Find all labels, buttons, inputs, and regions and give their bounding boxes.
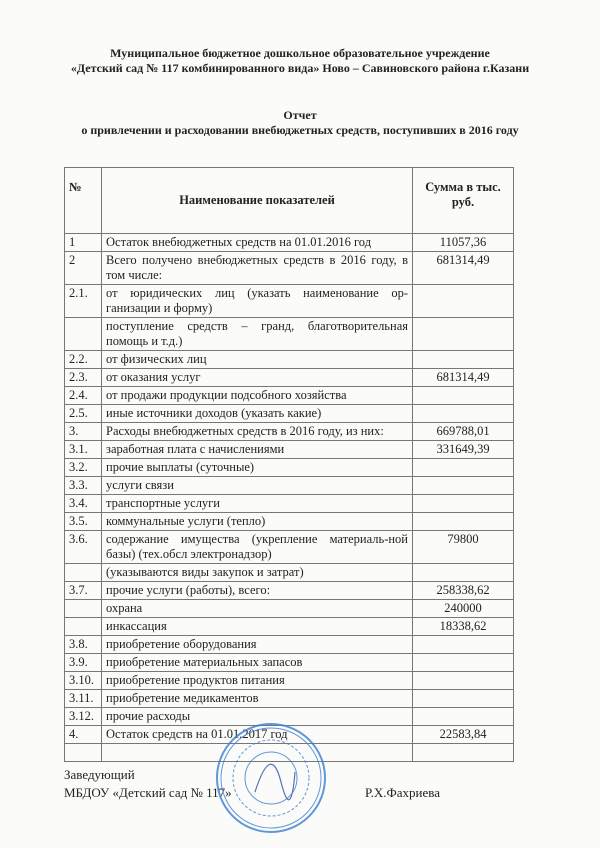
row-number: [65, 618, 102, 636]
row-sum: [413, 654, 514, 672]
row-name: от оказания услуг: [102, 369, 413, 387]
row-sum: [413, 672, 514, 690]
table-row: [65, 387, 514, 405]
report-title: Отчет: [283, 108, 317, 122]
table-row: [65, 690, 514, 708]
org-name-line1: Муниципальное бюджетное дошкольное образовательное учреждение: [110, 46, 490, 60]
row-sum: [413, 636, 514, 654]
row-name: прочие услуги (работы), всего:: [102, 582, 413, 600]
row-number: [65, 564, 102, 582]
row-sum: [413, 318, 514, 351]
row-number: 2.1.: [65, 285, 102, 318]
row-sum: 11057,36: [413, 234, 514, 252]
table-row: [65, 459, 514, 477]
row-sum: 669788,01: [413, 423, 514, 441]
row-name: иные источники доходов (указать какие): [102, 405, 413, 423]
table-row: [65, 252, 514, 285]
row-number: 2.4.: [65, 387, 102, 405]
table-row: [65, 618, 514, 636]
row-name: от юридических лиц (указать наименование ор-ганизации и форму): [102, 285, 413, 318]
table-row: [65, 600, 514, 618]
table-row: [65, 513, 514, 531]
row-name: Остаток внебюджетных средств на 01.01.2016 год: [102, 234, 413, 252]
table-row: [65, 318, 514, 351]
row-name: заработная плата с начислениями: [102, 441, 413, 459]
row-name: прочие расходы: [102, 708, 413, 726]
report-subtitle: о привлечении и расходовании внебюджетных средств, поступивших в 2016 году: [81, 123, 519, 137]
signatory-name: Р.Х.Фахриева: [365, 785, 440, 800]
signatory-org: МБДОУ «Детский сад № 117»: [64, 785, 232, 800]
column-header-name: Наименование показателей: [102, 168, 413, 234]
table-row: [65, 423, 514, 441]
row-sum: [413, 708, 514, 726]
row-name: прочие выплаты (суточные): [102, 459, 413, 477]
row-sum: [413, 387, 514, 405]
row-sum: [413, 744, 514, 762]
org-name-line2: «Детский сад № 117 комбинированного вида» Ново – Савиновского района г.Казани: [70, 61, 530, 75]
table-row: [65, 672, 514, 690]
row-sum: [413, 285, 514, 318]
row-name: поступление средств – гранд, благотворительная помощь и т.д.): [102, 318, 413, 351]
row-number: 3.4.: [65, 495, 102, 513]
row-number: 3.6.: [65, 531, 102, 564]
row-number: [65, 600, 102, 618]
table-row: [65, 477, 514, 495]
table-row: [65, 351, 514, 369]
row-sum: [413, 405, 514, 423]
table-row: [65, 369, 514, 387]
row-number: 3.: [65, 423, 102, 441]
row-sum: 681314,49: [413, 252, 514, 285]
row-name: охрана: [102, 600, 413, 618]
row-number: 3.11.: [65, 690, 102, 708]
table-header: [65, 168, 514, 234]
table-row: [65, 654, 514, 672]
table-row: [65, 405, 514, 423]
row-number: 2.2.: [65, 351, 102, 369]
table-row: [65, 285, 514, 318]
table-row: [65, 531, 514, 564]
table-row: [65, 441, 514, 459]
row-sum: 331649,39: [413, 441, 514, 459]
row-sum: [413, 459, 514, 477]
row-sum: [413, 513, 514, 531]
row-number: 2: [65, 252, 102, 285]
row-number: 2.3.: [65, 369, 102, 387]
row-name: коммунальные услуги (тепло): [102, 513, 413, 531]
row-number: 2.5.: [65, 405, 102, 423]
row-number: 3.9.: [65, 654, 102, 672]
row-number: 3.1.: [65, 441, 102, 459]
row-name: приобретение оборудования: [102, 636, 413, 654]
row-sum: [413, 495, 514, 513]
row-name: транспортные услуги: [102, 495, 413, 513]
row-name: приобретение медикаментов: [102, 690, 413, 708]
row-name: услуги связи: [102, 477, 413, 495]
row-sum: 240000: [413, 600, 514, 618]
table-row: [65, 234, 514, 252]
table-row: [65, 564, 514, 582]
row-sum: [413, 477, 514, 495]
row-number: 3.10.: [65, 672, 102, 690]
row-name: (указываются виды закупок и затрат): [102, 564, 413, 582]
row-name: Всего получено внебюджетных средств в 2016 году, в том числе:: [102, 252, 413, 285]
row-number: 3.7.: [65, 582, 102, 600]
row-sum: 22583,84: [413, 726, 514, 744]
table-row: [65, 495, 514, 513]
column-header-number: №: [65, 168, 102, 234]
row-number: 1: [65, 234, 102, 252]
row-number: 3.3.: [65, 477, 102, 495]
row-number: 3.5.: [65, 513, 102, 531]
row-name: приобретение продуктов питания: [102, 672, 413, 690]
row-name: содержание имущества (укрепление материаль-ной базы) (тех.обсл электронадзор): [102, 531, 413, 564]
report-table: [64, 167, 514, 762]
row-sum: [413, 351, 514, 369]
row-name: Расходы внебюджетных средств в 2016 году, из них:: [102, 423, 413, 441]
row-sum: [413, 564, 514, 582]
row-number: [65, 318, 102, 351]
row-name: от физических лиц: [102, 351, 413, 369]
row-number: 3.2.: [65, 459, 102, 477]
row-name: от продажи продукции подсобного хозяйства: [102, 387, 413, 405]
row-number: 3.12.: [65, 708, 102, 726]
column-header-sum: Сумма в тыс. руб.: [413, 168, 514, 234]
row-name: инкассация: [102, 618, 413, 636]
row-sum: 18338,62: [413, 618, 514, 636]
row-sum: 681314,49: [413, 369, 514, 387]
row-name: Остаток средств на 01.01.2017 год: [102, 726, 413, 744]
table-row: [65, 636, 514, 654]
row-number: 4.: [65, 726, 102, 744]
row-number: [65, 744, 102, 762]
row-sum: 79800: [413, 531, 514, 564]
row-sum: 258338,62: [413, 582, 514, 600]
row-name: приобретение материальных запасов: [102, 654, 413, 672]
signatory-position: Заведующий: [64, 767, 135, 782]
row-sum: [413, 690, 514, 708]
official-stamp: [215, 722, 327, 834]
row-number: 3.8.: [65, 636, 102, 654]
table-row: [65, 582, 514, 600]
